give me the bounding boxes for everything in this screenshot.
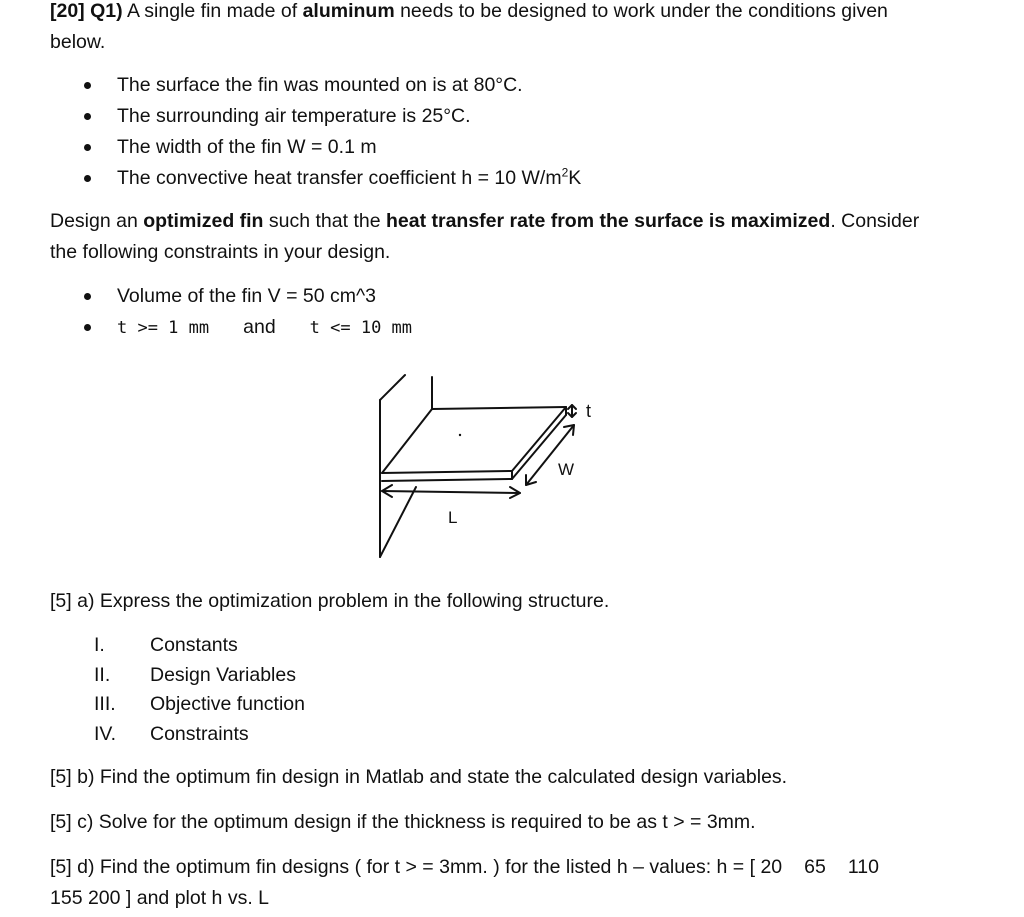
wall-bottom-edge xyxy=(380,487,416,557)
conditions-list xyxy=(84,70,581,194)
length-arrow xyxy=(382,491,520,493)
label-w: W xyxy=(558,460,575,479)
design-statement: Design an optimized fin such that the heat transfer rate from the surface is maximized. Consider the following constraints in your design. xyxy=(50,210,920,263)
part-a: [5] a) Express the optimization problem in the following structure. xyxy=(50,590,610,612)
fin-diagram xyxy=(360,365,640,565)
material-name: aluminum xyxy=(302,0,395,22)
question-marks: [20] Q1) xyxy=(50,0,123,22)
wall-top-edge xyxy=(380,375,405,400)
condition-fin-width: The width of the fin W = 0.1 m xyxy=(84,132,581,163)
constraint-thickness: t >= 1 mm and t <= 10 mm xyxy=(84,312,412,343)
fin-front-edge xyxy=(382,471,512,473)
fin-bottom-edge xyxy=(382,479,512,481)
part-d: [5] d) Find the optimum fin designs ( for t > = 3mm. ) for the listed h – values: h = [ 20 65 110 155 200 ] and plot h vs. L xyxy=(50,856,879,909)
label-t: t xyxy=(586,401,592,421)
center-dot xyxy=(459,434,461,436)
label-l: L xyxy=(448,508,458,527)
condition-air-temp: The surrounding air temperature is 25°C. xyxy=(84,101,581,132)
structure-item-objective: III. Objective function xyxy=(94,693,306,715)
structure-list xyxy=(90,631,305,749)
constraints-list xyxy=(84,281,412,343)
condition-surface-temp: The surface the fin was mounted on is at 80°C. xyxy=(84,70,581,101)
constraint-volume: Volume of the fin V = 50 cm^3 xyxy=(84,281,412,312)
part-c: [5] c) Solve for the optimum design if the thickness is required to be as t > = 3mm. xyxy=(50,811,756,833)
structure-item-design-variables: II. Design Variables xyxy=(94,663,296,686)
part-b: [5] b) Find the optimum fin design in Matlab and state the calculated design variables. xyxy=(50,766,788,788)
structure-item-constraints: IV. Constraints xyxy=(94,722,249,745)
condition-heat-coefficient: The convective heat transfer coefficient h = 10 $W/m^2K$ xyxy=(84,163,581,194)
fin-back-edge xyxy=(432,407,566,409)
structure-item-constants: I. Constants xyxy=(94,634,238,656)
question-intro: [20] Q1) A single fin made of aluminum needs to be designed to work under the conditions given below. xyxy=(50,0,888,53)
fin-left-edge xyxy=(382,409,432,473)
